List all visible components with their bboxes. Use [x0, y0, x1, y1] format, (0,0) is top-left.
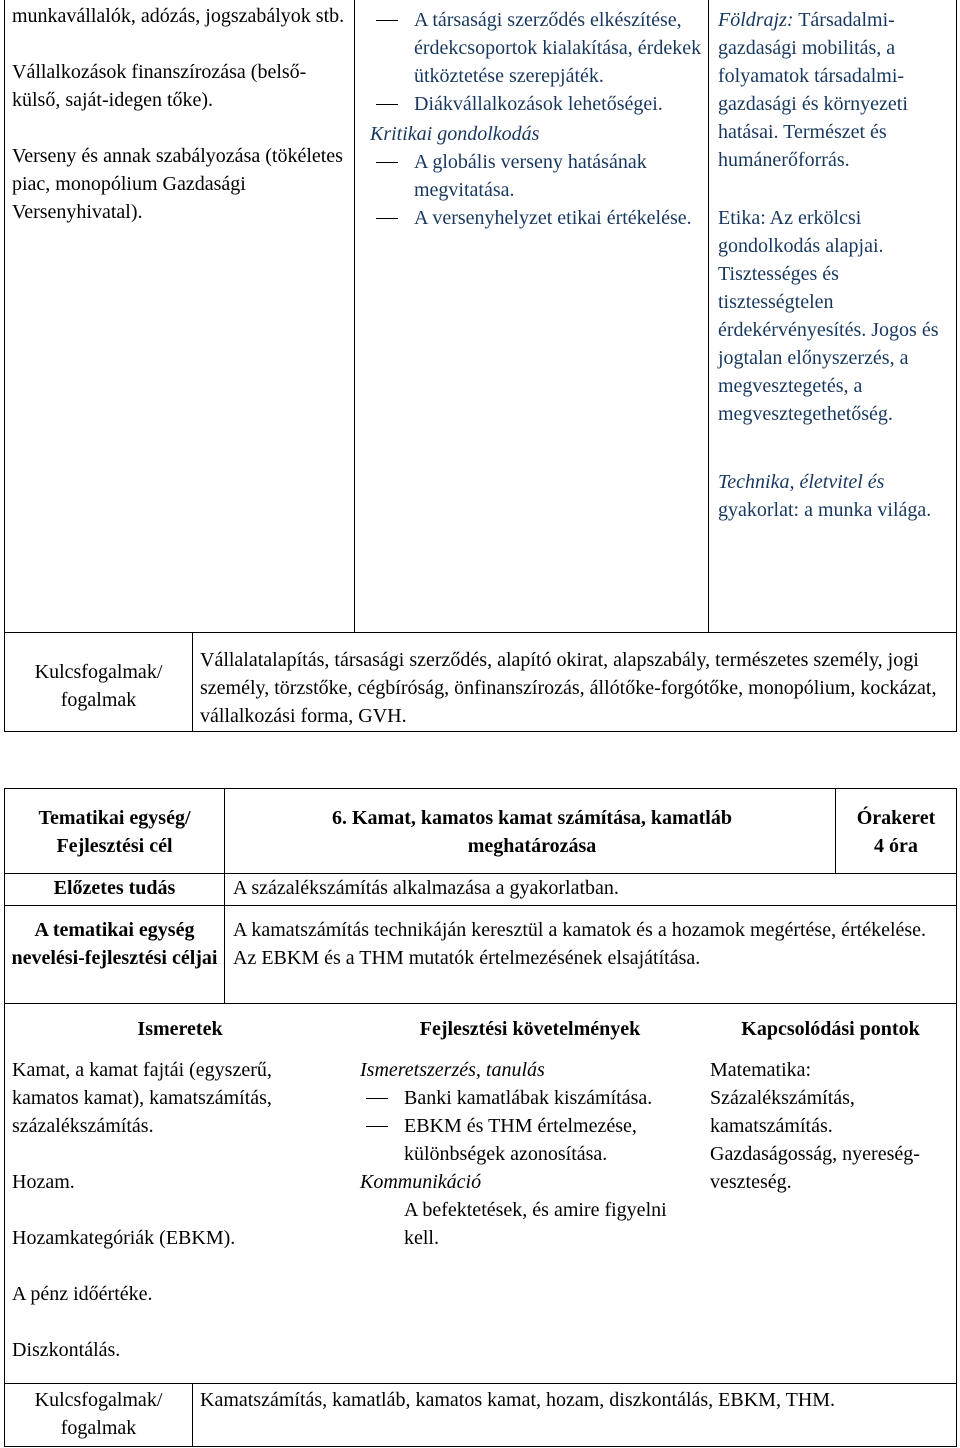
- knowledge-item: Kamat, a kamat fajtái (egyszerű, kamatos kamat), kamatszámítás, százalékszámítás.: [12, 1059, 272, 1137]
- section-heading: Ismeretszerzés, tanulás: [360, 1059, 545, 1081]
- knowledge-item: Diszkontálás.: [12, 1339, 121, 1361]
- table1-col2: [370, 6, 704, 232]
- table1-key-text: [200, 646, 952, 730]
- link-label: Technika, életvitel és: [718, 471, 885, 493]
- key-concepts: Kamatszámítás, kamatláb, kamatos kamat, hozam, diszkontálás, EBKM, THM.: [200, 1389, 836, 1411]
- prior-knowledge-text: [233, 874, 953, 902]
- key-label-line: Kulcsfogalmak/: [34, 661, 163, 683]
- time-frame-value: 4 óra: [874, 835, 918, 857]
- prior-label-text: Előzetes tudás: [53, 877, 176, 899]
- time-frame: [836, 804, 956, 860]
- list-item: Banki kamatlábak kiszámítása.: [360, 1084, 700, 1112]
- links-column: [710, 1056, 950, 1196]
- link-text: gyakorlat: a munka világa.: [718, 499, 932, 521]
- list-item: A globális verseny hatásának megvitatása.: [370, 148, 704, 204]
- section-heading: Kommunikáció: [360, 1171, 482, 1193]
- key-label-line: Kulcsfogalmak/: [34, 1389, 163, 1411]
- time-frame-label: Órakeret: [856, 807, 936, 829]
- section-heading: Kritikai gondolkodás: [370, 123, 540, 145]
- unit-label-line: Tematikai egység/: [38, 807, 191, 829]
- text-competition: Verseny és annak szabályozása (tökéletes piac, monopólium Gazdasági Versenyhivatal).: [12, 145, 343, 223]
- table1-col3: [718, 6, 954, 524]
- page-title: 6. Kamat, kamatos kamat számítása, kamatláb meghatározása: [332, 807, 732, 857]
- communication-text: A befektetések, és amire figyelni kell.: [404, 1199, 667, 1249]
- unit-label-line: Fejlesztési cél: [56, 835, 173, 857]
- key-label-line: fogalmak: [60, 689, 137, 711]
- text-continuation: munkavállalók, adózás, jogszabályok stb.: [12, 5, 345, 27]
- text-financing: Vállalkozások finanszírozása (belső-külső, saját-idegen tőke).: [12, 61, 307, 111]
- goals-label: [5, 916, 224, 972]
- list-item: A versenyhelyzet etikai értékelése.: [370, 204, 704, 232]
- link-text: Társadalmi-gazdasági mobilitás, a folyamatok társadalmi-gazdasági és környezeti hatásai. Természet és humánerőforrás.: [718, 9, 908, 171]
- column-header-knowledge: Ismeretek: [137, 1018, 223, 1040]
- link-economy: Gazdaságosság, nyereség-veszteség.: [710, 1143, 920, 1193]
- link-text: Százalékszámítás, kamatszámítás.: [710, 1087, 855, 1137]
- goals-label-text: A tematikai egység nevelési-fejlesztési céljai: [11, 919, 218, 969]
- link-ethics: Etika: Az erkölcsi gondolkodás alapjai. Tisztességes és tisztességtelen érdekérvényesítés. Jogos és jogtalan előnyszerzés, a megvesztegetés, a megvesztegethetőség.: [718, 207, 939, 425]
- list-item: Diákvállalkozások lehetőségei.: [370, 90, 704, 118]
- goals-text-body: A kamatszámítás technikáján keresztül a kamatok és a hozamok megértése, értékelése. Az EBKM és a THM mutatók értelmezésének elsajátítása.: [233, 919, 927, 969]
- list-item: A társasági szerződés elkészítése, érdekcsoportok kialakítása, érdekek ütköztetése szerepjáték.: [370, 6, 704, 90]
- column-header-development: Fejlesztési követelmények: [419, 1018, 641, 1040]
- knowledge-item: Hozamkategóriák (EBKM).: [12, 1227, 236, 1249]
- table1-key-label: [5, 658, 192, 714]
- column-header-links: Kapcsolódási pontok: [741, 1018, 920, 1040]
- development-column: [360, 1056, 700, 1252]
- link-label: Földrajz:: [718, 9, 794, 31]
- unit-label: [5, 804, 224, 860]
- knowledge-item: A pénz időértéke.: [12, 1283, 153, 1305]
- key-concepts: Vállalatalapítás, társasági szerződés, alapító okirat, alapszabály, természetes személy, jogi személy, törzstőke, cégbíróság, önfinanszírozás, állótőke-forgótőke, monopólium, kockázat, vállalkozási forma, GVH.: [200, 649, 937, 727]
- table1-col1: [12, 2, 350, 226]
- link-technology: [718, 468, 954, 524]
- table2-key-text: [200, 1386, 940, 1414]
- knowledge-column: [12, 1056, 342, 1364]
- knowledge-item: Hozam.: [12, 1171, 75, 1193]
- link-math: [710, 1056, 950, 1140]
- list-item: EBKM és THM értelmezése, különbségek azonosítása.: [360, 1112, 700, 1168]
- table2-key-label: [5, 1386, 192, 1442]
- prior-knowledge-label: [5, 874, 224, 902]
- unit-title: [272, 804, 792, 860]
- link-geography: [718, 6, 954, 174]
- key-label-line: fogalmak: [60, 1417, 137, 1439]
- prior-text: A százalékszámítás alkalmazása a gyakorlatban.: [233, 877, 619, 899]
- goals-text: [233, 916, 943, 972]
- link-label: Matematika:: [710, 1059, 812, 1081]
